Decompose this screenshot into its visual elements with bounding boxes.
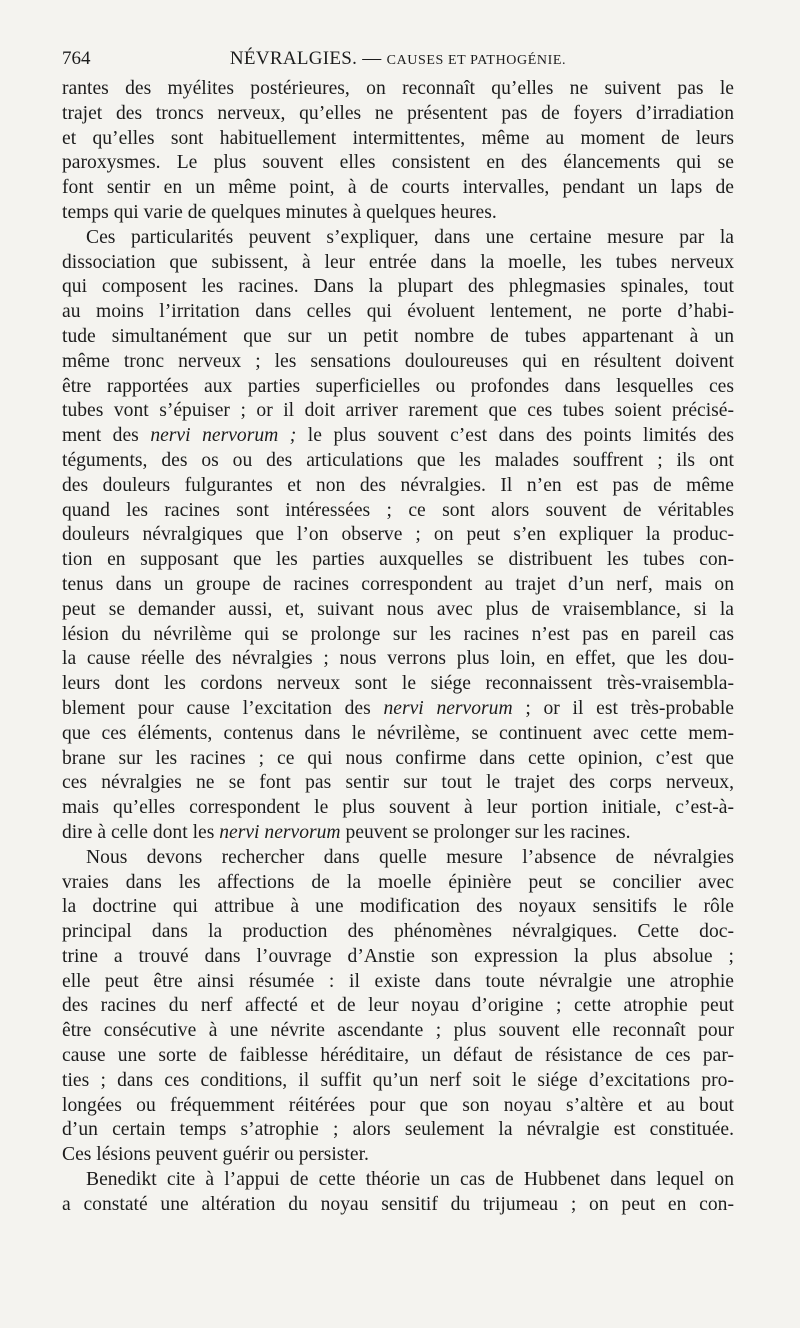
text-segment: mais qu’elles correspondent le plus souvent à leur portion initiale, c’est-à-	[62, 797, 734, 819]
text-segment: ; or il est très-probable	[512, 697, 734, 719]
text-line	[62, 1168, 734, 1193]
text-line	[62, 647, 734, 672]
text-line	[62, 399, 734, 424]
text-segment: Benedikt cite à l’appui de cette théorie un cas de Hubbenet dans lequel on	[86, 1169, 734, 1191]
text-line	[62, 598, 734, 623]
text-line	[62, 201, 734, 226]
text-segment: la cause réelle des névralgies ; nous verrons plus loin, en effet, que les dou-	[62, 648, 734, 670]
text-segment: dissociation que subissent, à leur entrée dans la moelle, les tubes nerveux	[62, 251, 734, 273]
text-segment: d’un certain temps s’atrophie ; alors seulement la névralgie est constituée.	[62, 1119, 734, 1141]
text-line	[62, 846, 734, 871]
text-segment: Ces particularités peuvent s’expliquer, dans une certaine mesure par la	[86, 226, 734, 248]
text-segment: a constaté une altération du noyau sensitif du trijumeau ; on peut en con-	[62, 1193, 734, 1215]
text-line	[62, 796, 734, 821]
text-segment: brane sur les racines ; ce qui nous confirme dans cette opinion, c’est que	[62, 747, 734, 769]
text-line	[62, 771, 734, 796]
text-line	[62, 1118, 734, 1143]
text-line	[62, 1094, 734, 1119]
page-header	[62, 48, 734, 72]
text-segment: tubes vont s’épuiser ; or il doit arriver rarement que ces tubes soient précisé-	[62, 400, 734, 422]
text-line	[62, 127, 734, 152]
text-segment: même tronc nerveux ; les sensations douloureuses qui en résultent doivent	[62, 350, 734, 372]
text-line	[62, 821, 734, 846]
text-segment: être rapportées aux parties superficielles ou profondes dans lesquelles ces	[62, 375, 734, 397]
text-segment: leurs dont les cordons nerveux sont le siége reconnaissent très-vraisembla-	[62, 673, 734, 695]
page-number: 764	[62, 48, 91, 69]
text-segment: douleurs névralgiques que l’on observe ; on peut s’en expliquer la produc-	[62, 524, 734, 546]
text-segment: trine a trouvé dans l’ouvrage d’Anstie son expression la plus absolue ;	[62, 945, 734, 967]
text-segment: Nous devons rechercher dans quelle mesure l’absence de névralgies	[86, 846, 734, 868]
text-segment: paroxysmes. Le plus souvent elles consistent en des élancements qui se	[62, 152, 734, 174]
text-segment: ment des	[62, 425, 151, 447]
text-segment: la doctrine qui attribue à une modification des noyaux sensitifs le rôle	[62, 896, 734, 918]
text-segment: cause une sorte de faiblesse héréditaire, un défaut de résistance de ces par-	[62, 1045, 734, 1067]
text-segment: rantes des myélites postérieures, on reconnaît qu’elles ne suivent pas le	[62, 78, 734, 99]
text-segment: ties ; dans ces conditions, il suffit qu’un nerf soit le siége d’excitations pro-	[62, 1069, 734, 1091]
text-segment: dire à celle dont les	[62, 821, 220, 843]
text-segment: longées ou fréquemment réitérées pour que son noyau s’altère et au bout	[62, 1094, 734, 1116]
text-line	[62, 548, 734, 573]
text-segment: blement pour cause l’excitation des	[62, 697, 384, 719]
running-head-subtitle: CAUSES ET PATHOGÉNIE.	[386, 53, 567, 68]
text-line	[62, 970, 734, 995]
text-line	[62, 573, 734, 598]
text-segment: tion en supposant que les parties auxquelles se distribuent les tubes con-	[62, 549, 734, 571]
text-segment: que ces éléments, contenus dans le névrilème, se continuent avec cette mem-	[62, 722, 734, 744]
text-line	[62, 449, 734, 474]
text-line	[62, 1044, 734, 1069]
text-line	[62, 102, 734, 127]
text-line	[62, 1069, 734, 1094]
italic-text: nervi nervorum ;	[150, 425, 297, 447]
text-segment: font sentir en un même point, à de courts intervalles, pendant un laps de	[62, 177, 734, 199]
text-line	[62, 474, 734, 499]
text-line	[62, 994, 734, 1019]
text-line	[62, 672, 734, 697]
running-head-dash: —	[357, 48, 387, 69]
text-segment: au moins l’irritation dans celles qui évoluent lentement, ne porte d’habi-	[62, 301, 734, 323]
text-line	[62, 623, 734, 648]
text-segment: Ces lésions peuvent guérir ou persister.	[62, 1144, 369, 1166]
text-segment: peut se demander aussi, et, suivant nous avec plus de vraisemblance, si la	[62, 598, 734, 620]
text-line	[62, 747, 734, 772]
text-line	[62, 722, 734, 747]
text-line	[62, 424, 734, 449]
text-line	[62, 151, 734, 176]
text-segment: ces névralgies ne se font pas sentir sur tout le trajet des corps nerveux,	[62, 772, 734, 794]
italic-text: nervi nervorum	[383, 697, 513, 719]
text-segment: des douleurs fulgurantes et non des névralgies. Il n’en est pas de même	[62, 474, 734, 496]
text-segment: lésion du névrilème qui se prolonge sur les racines n’est pas en pareil cas	[62, 623, 734, 645]
text-segment: et qu’elles sont habituellement intermittentes, même au moment de leurs	[62, 127, 734, 149]
text-line	[62, 1019, 734, 1044]
running-head	[62, 48, 734, 70]
text-line	[62, 77, 734, 102]
text-line	[62, 350, 734, 375]
text-segment: le plus souvent c’est dans des points limités des	[296, 425, 734, 447]
text-line	[62, 523, 734, 548]
text-line	[62, 1193, 734, 1218]
text-line	[62, 300, 734, 325]
text-segment: vraies dans les affections de la moelle épinière peut se concilier avec	[62, 871, 734, 893]
text-segment: temps qui varie de quelques minutes à quelques heures.	[62, 201, 497, 223]
text-line	[62, 945, 734, 970]
text-line	[62, 1143, 734, 1168]
text-segment: trajet des troncs nerveux, qu’elles ne présentent pas de foyers d’irradiation	[62, 102, 734, 124]
text-segment: tenus dans un groupe de racines correspondent au trajet d’un nerf, mais on	[62, 573, 734, 595]
running-head-title: NÉVRALGIES.	[229, 48, 358, 69]
text-line	[62, 499, 734, 524]
text-line	[62, 251, 734, 276]
text-line	[62, 920, 734, 945]
text-line	[62, 697, 734, 722]
text-segment: quand les racines sont intéressées ; ce sont alors souvent de véritables	[62, 499, 734, 521]
body-text	[62, 77, 734, 1218]
text-segment: des racines du nerf affecté et de leur noyau d’origine ; cette atrophie peut	[62, 995, 734, 1017]
italic-text: nervi nervorum	[219, 821, 341, 843]
text-line	[62, 176, 734, 201]
text-line	[62, 375, 734, 400]
text-segment: être consécutive à une névrite ascendante ; plus souvent elle reconnaît pour	[62, 1020, 734, 1042]
text-line	[62, 275, 734, 300]
text-segment: qui composent les racines. Dans la plupart des phlegmasies spinales, tout	[62, 276, 734, 298]
text-segment: tude simultanément que sur un petit nombre de tubes appartenant à un	[62, 325, 734, 347]
text-segment: principal dans la production des phénomènes névralgiques. Cette doc-	[62, 921, 734, 943]
text-line	[62, 895, 734, 920]
text-line	[62, 325, 734, 350]
text-line	[62, 871, 734, 896]
text-line	[62, 226, 734, 251]
text-segment: peuvent se prolonger sur les racines.	[340, 821, 631, 843]
text-segment: elle peut être ainsi résumée : il existe dans toute névralgie une atrophie	[62, 970, 734, 992]
text-segment: téguments, des os ou des articulations que les malades souffrent ; ils ont	[62, 449, 734, 471]
